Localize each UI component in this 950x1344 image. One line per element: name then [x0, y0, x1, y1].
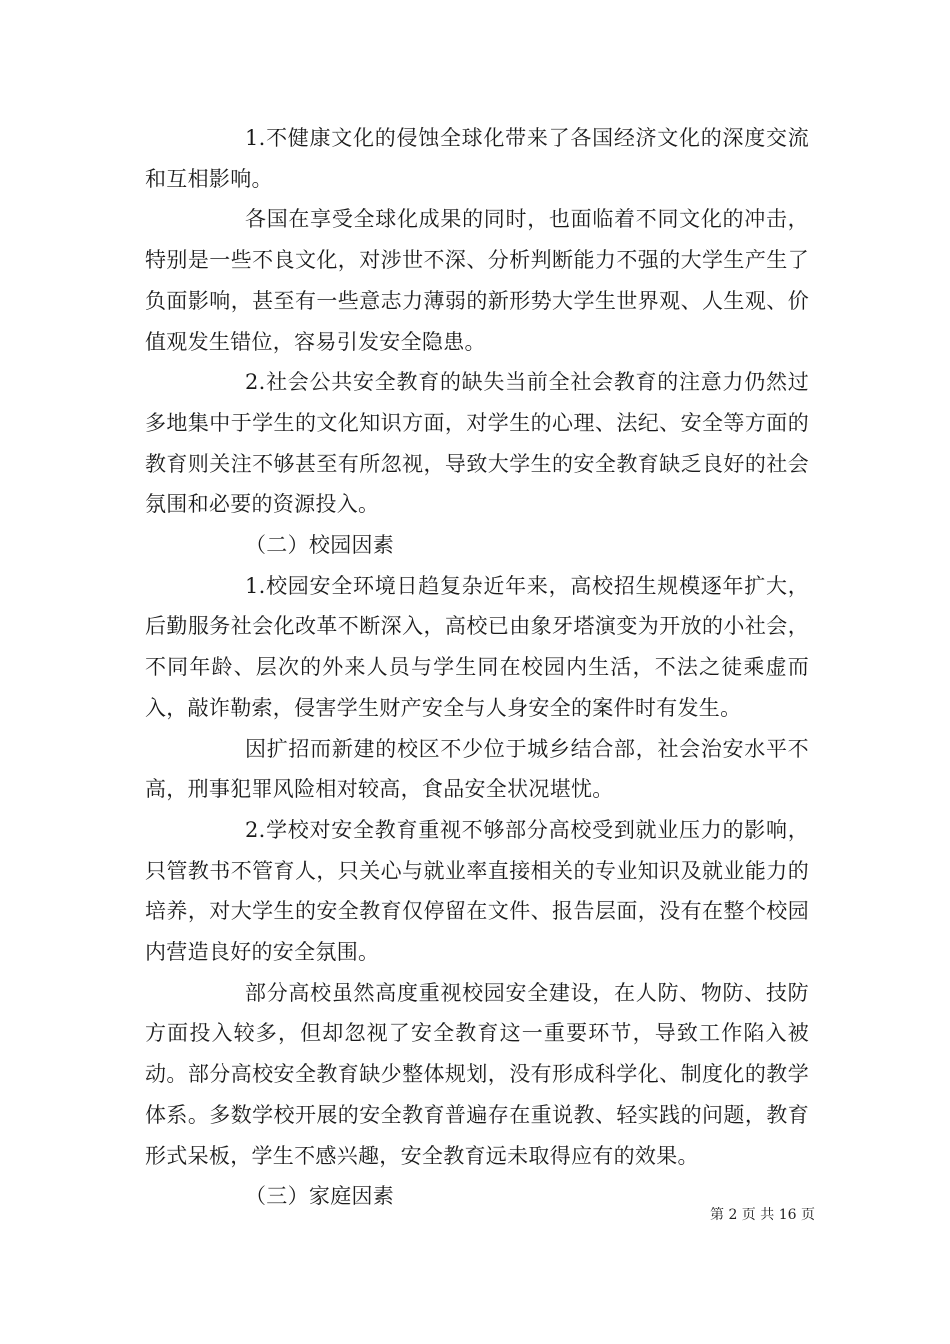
paragraph: 各国在享受全球化成果的同时，也面临着不同文化的冲击，特别是一些不良文化，对涉世不深、分析判断能力不强的大学生产生了负面影响，甚至有一些意志力薄弱的新形势大学生世界观、人生观、价值观发生错位，容易引发安全隐患。: [145, 207, 809, 354]
paragraph: 部分高校虽然高度重视校园安全建设，在人防、物防、技防方面投入较多，但却忽视了安全教育这一重要环节，导致工作陷入被动。部分高校安全教育缺少整体规划，没有形成科学化、制度化的教学体系。多数学校开展的安全教育普遍存在重说教、轻实践的问题，教育形式呆板，学生不感兴趣，安全教育远未取得应有的效果。: [145, 980, 809, 1168]
paragraph: 因扩招而新建的校区不少位于城乡结合部，社会治安水平不高，刑事犯罪风险相对较高，食品安全状况堪忧。: [145, 736, 809, 802]
page-number: 第 2 页 共 16 页: [710, 1207, 815, 1223]
paragraph: 1.不健康文化的侵蚀全球化带来了各国经济文化的深度交流和互相影响。: [145, 126, 809, 191]
section-heading: （三）家庭因素: [245, 1184, 395, 1209]
body-text: [145, 118, 809, 1217]
section-heading: （二）校园因素: [245, 533, 395, 558]
paragraph: 2.社会公共安全教育的缺失当前全社会教育的注意力仍然过多地集中于学生的文化知识方面，对学生的心理、法纪、安全等方面的教育则关注不够甚至有所忽视，导致大学生的安全教育缺乏良好的社会氛围和必要的资源投入。: [145, 370, 809, 517]
paragraph: 2.学校对安全教育重视不够部分高校受到就业压力的影响，只管教书不管育人，只关心与就业率直接相关的专业知识及就业能力的培养，对大学生的安全教育仅停留在文件、报告层面，没有在整个校园内营造良好的安全氛围。: [145, 817, 809, 965]
paragraph: 1.校园安全环境日趋复杂近年来，高校招生规模逐年扩大，后勤服务社会化改革不断深入，高校已由象牙塔演变为开放的小社会，不同年龄、层次的外来人员与学生同在校园内生活，不法之徒乘虚而入，敲诈勒索，侵害学生财产安全与人身安全的案件时有发生。: [145, 573, 809, 720]
